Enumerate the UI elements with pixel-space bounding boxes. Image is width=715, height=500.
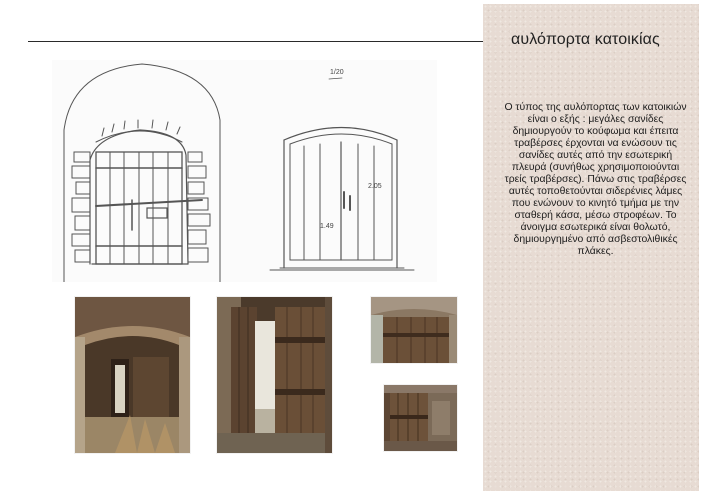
description-text: Ο τύπος της αυλόπορτας των κατοικιών είναι ο εξής : μεγάλες σανίδες δημιουργούν το κούφωμα και έπειτα τραβέρσες έρχονται να ενώσουν τις σανίδες αυτές από την εσωτερική πλευρά (συνήθως χρησιμοποιούνται τρείς τραβέρσες). Πάνω στις τραβέρσες αυτές τοποθετούνται σιδερένιες λάμες που ενώνουν το κινητό τμήμα με την σταθερή κάσα, μέσω στροφέων. Το άνοιγμα εσωτερικά είναι θολωτό, δημιουργημένο από ασβεστολιθικές πλάκες. — [504, 102, 687, 257]
sketch-dim-height: 2.05 — [368, 183, 382, 190]
photo-open-door — [217, 297, 332, 453]
header-rule — [28, 41, 506, 42]
sketch-area — [52, 60, 437, 282]
sketch-arch-outline — [64, 64, 220, 282]
page-title: αυλόπορτα κατοικίας — [511, 31, 660, 48]
door-sketches — [52, 60, 437, 282]
photo-door-detail-top — [371, 297, 457, 363]
sketch-dim-width: 1.49 — [320, 223, 334, 230]
sketch-scale-note: 1/20 — [330, 69, 344, 76]
photo-door-detail-bottom — [384, 385, 457, 451]
photo-vaulted-entrance — [75, 297, 190, 453]
